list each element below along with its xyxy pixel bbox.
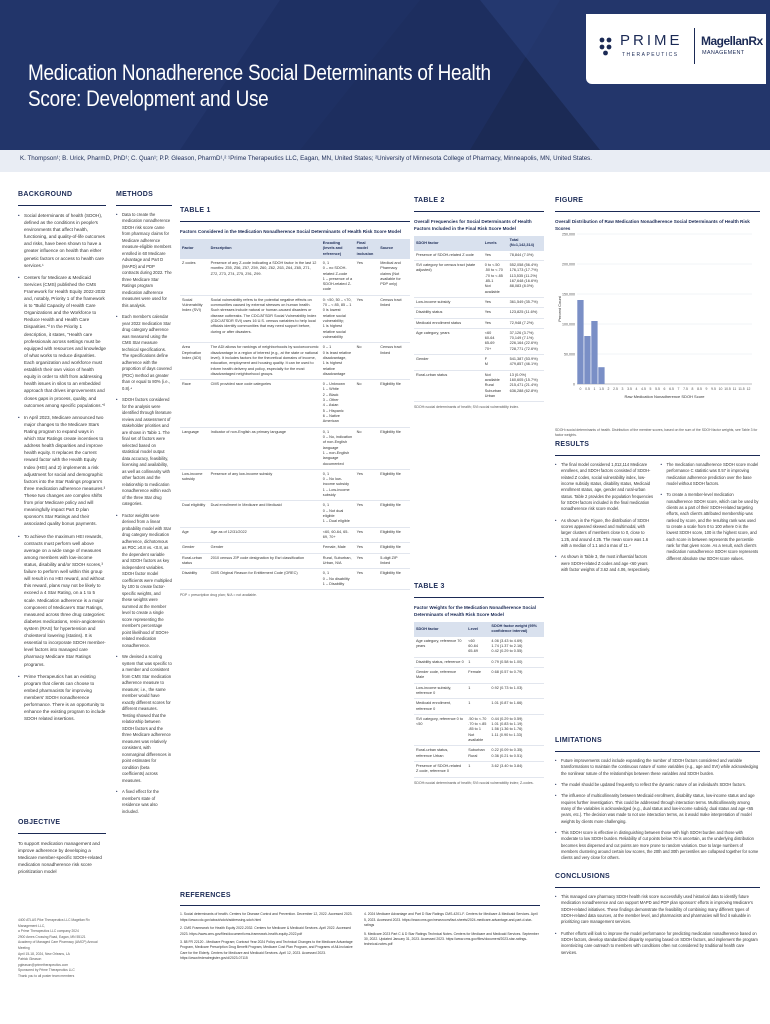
- column-objective: [18, 818, 106, 875]
- table1-cell: No: [355, 427, 379, 469]
- table1-cell: Rural-urban status: [180, 553, 209, 569]
- references-columns: [180, 912, 540, 962]
- table3-cell: Female: [466, 667, 489, 683]
- poster-title: Medication Nonadherence Social Determinants of Health Score: Development and Use: [28, 60, 491, 111]
- table1-cell: Yes: [355, 553, 379, 569]
- limitations-bullet: • Future improvements could include expanding the number of SDOH factors considered and variable transformations to maintain the continuous nature of some variables (e.g., age and SVI) while acknowledging the nonlinear nature of the relationships between these variables and SDOH burden.: [555, 758, 760, 777]
- x-tick-label: 11.5: [738, 387, 745, 391]
- footer-line: 2900 Ames Crossing Road, Eagan, MN 55121: [18, 934, 86, 939]
- table3-block: [414, 582, 544, 786]
- histogram-bar: [584, 336, 590, 384]
- figure-rule: [555, 211, 760, 212]
- x-tick-label: 5.5: [655, 387, 660, 391]
- footer-line: Patrick Gleason: [18, 957, 42, 962]
- table1: [180, 239, 410, 590]
- table3: [414, 622, 544, 778]
- table3-row: [414, 699, 544, 715]
- results-bullet: • To create a member-level medication nonadherence SDOH score, which can be used by clients as a part of their SDOH-related targeting efforts, each client's attributed membership was ranked by score, and the resulting rank was used to create a scale from 0 to 100 where 0 is the lowest SDOH score, 100 is the highest score, and each score in between represents the percentile rank for that given score. As a result, each client's medication nonadherence SDOH score represents different absolute raw SDOH score values.: [661, 492, 761, 562]
- table1-cell: Race: [180, 380, 209, 428]
- table1-note: PDP = prescription drug plan; N/A = not available.: [180, 593, 257, 598]
- objective-text: To support medication management and improve adherence by developing a Medicare member-specific SDOH-related medication nonadherence risk score prioritization model: [18, 840, 102, 875]
- table2-cell: 0 to <.50 .50 to <.70 .70 to <.85 .85-1 Not available: [483, 261, 508, 298]
- x-tick-label: 11: [732, 387, 737, 391]
- limitations-bullet: • This SDOH score is effective in distinguishing between those with high SDOH burden and those with moderate to low SDOH burden. Reliability of cut points below 70 is uncertain, as the underlying distribution becomes less dispersed and cut points are more prone to random variation. Due to large numbers of members clustering around certain low scores, the 20th and 30th percentiles are collapsed together for some clients and very close for others.: [555, 830, 760, 862]
- prime-logo-sub: THERAPEUTICS: [622, 52, 679, 58]
- methods-bullet: • SDOH factors considered for the analysis were identified through literature review and assessment of stakeholder priorities and are shown in Table 1. The final set of factors were selected based on statistical model output data accuracy, feasibility, licensing and availability, as well as collinearity with other factors and the relationship to medication nonadherence within each of the three Star drug categories.: [116, 397, 172, 508]
- table2-header-cell: SDOH factor: [414, 236, 483, 251]
- table2-row: [414, 318, 544, 328]
- table1-cell: Eligibility file: [378, 569, 410, 590]
- table1-cell: Gender: [180, 543, 209, 553]
- y-tick-label: 150,000: [562, 292, 575, 297]
- table2-cell: Gender: [414, 355, 483, 371]
- logo-area: [586, 14, 766, 84]
- histogram-svg: [555, 226, 760, 426]
- table2-row: [414, 251, 544, 261]
- x-tick-label: 9: [705, 387, 708, 391]
- logo-divider: [694, 28, 695, 64]
- table2-row: [414, 297, 544, 307]
- footer-line: April 15-18, 2024, New Orleans, LA: [18, 951, 70, 956]
- table1-caption: Factors Considered in the Medication Nonadherence Social Determinants of Health Risk Score Model: [180, 228, 402, 234]
- table2-row: [414, 328, 544, 354]
- y-tick-label: 0: [573, 382, 575, 387]
- table1-cell: Yes: [355, 527, 379, 543]
- table1-header-cell: Source: [378, 239, 410, 259]
- x-tick-label: 7: [677, 387, 680, 391]
- reference-item: 4. 2024 Medicare Advantage and Part D Star Ratings CMS-4201-F. Centers for Medicare & Medicaid Services. April 5, 2023. Accessed 2023. https://www.cms.gov/newsroom/fact-sheets/2024-medicare-advantage-and-part-d-star-ratings: [364, 912, 538, 928]
- table1-cell: Area Deprivation Index (ADI): [180, 343, 209, 380]
- table2-note: SDOH=social determinants of health; SVI=social vulnerability index.: [414, 405, 520, 410]
- limitations-bullet: • The influence of multicollinearity between Medicaid enrollment, disability status, low-income status and age requires further investigation. This could be addressed through interaction terms. Multicollinearity among many of the variables is acknowledged (e.g., dual status and low-income subsidy, dual status and age <65 years, etc.). The decision was made to not use interaction terms, as it would make interpretation of model weights by clients more challenging.: [555, 793, 760, 825]
- results-heading: RESULTS: [555, 441, 590, 448]
- table2-cell: Yes: [483, 318, 508, 328]
- table2-rule: [414, 211, 544, 212]
- histogram-bar: [598, 367, 604, 384]
- table3-cell: <60 60-64 65-69: [466, 637, 489, 657]
- conclusions-bullet: • This managed care pharmacy SDOH health risk score successfully used historical data to identify future medication nonadherence and can support MAPD and PDP plan sponsors' efforts in improving Medicare's SDOH-related initiatives. These findings demonstrate the feasibility of combining many different types of SDOH-related data sources, at the member level, and pharmacists and pharmacies will find it valuable in prioritizing care management services.: [555, 894, 760, 926]
- table1-cell: Social Vulnerability Index (SVI): [180, 295, 209, 343]
- table3-row: [414, 714, 544, 746]
- table1-cell: Yes: [355, 501, 379, 527]
- table2-row: [414, 355, 544, 371]
- table2-cell: SVI category for census tract (state adjusted): [414, 261, 483, 298]
- table1-rule: [180, 221, 410, 222]
- table3-row: [414, 657, 544, 667]
- x-tick-label: 0: [579, 387, 582, 391]
- table2-header-cell: Levels: [483, 236, 508, 251]
- results-bullet: • The final model considered 1,012,114 Medicare enrollees, and SDOH factors consisted of SDOH-related Z codes, social vulnerability index, low-income subsidy status, disability status, Medicaid enrollment status, age, gender and rural-urban status. Table 2 provides the population frequencies for SDOH factors included in the final medication nonadherence risk score model.: [555, 462, 655, 513]
- table3-cell: Suburban Rural: [466, 746, 489, 762]
- x-tick-label: 1.5: [599, 387, 604, 391]
- references-heading: REFERENCES: [180, 892, 231, 899]
- table1-header-cell: Final model inclusion: [355, 239, 379, 259]
- x-tick-label: 3.5: [627, 387, 632, 391]
- table3-row: [414, 667, 544, 683]
- table1-cell: Yes: [355, 543, 379, 553]
- table3-cell: 1: [466, 683, 489, 699]
- footer-line: pgleason@primetherapeutics.com: [18, 962, 69, 967]
- table1-cell: Medical and Pharmacy claims (Not available for PDP only): [378, 259, 410, 295]
- table1-cell: No: [355, 380, 379, 428]
- references-block: [180, 890, 540, 962]
- footer-line: Academy of Managed Care Pharmacy (AMCP) Annual Meeting: [18, 940, 98, 950]
- table1-cell: 0, 1 0 – Not dual eligible 1 – Dual eligible: [321, 501, 355, 527]
- table2-cell: 361,549 (35.7%): [508, 297, 544, 307]
- limitations-block: [555, 736, 760, 867]
- table1-cell: Yes: [355, 295, 379, 343]
- table3-cell: Medicaid enrollment, reference 0: [414, 699, 466, 715]
- reference-item: 5. Medicare 2023 Part C & D Star Ratings Technical Notes. Centers for Medicare and Medicaid Services. September 30, 2022. Updated January 31, 2023. Accessed 2023. https://www.cms.gov/files/document/2023-star-ratings-technical-notes.pdf: [364, 931, 539, 947]
- table1-row: [180, 295, 410, 343]
- results-left: [555, 462, 655, 579]
- x-tick-label: 2.5: [613, 387, 618, 391]
- table2-cell: 78,844 (7.0%): [508, 251, 544, 261]
- figure-caption: Overall Distribution of Raw Medication Nonadherence Social Determinants of Health Risk Scores: [555, 218, 750, 231]
- table1-row: [180, 543, 410, 553]
- table1-row: [180, 343, 410, 380]
- table1-cell: Dual enrollment in Medicare and Medicaid: [209, 501, 321, 527]
- background-heading: BACKGROUND: [18, 191, 73, 198]
- x-tick-label: 12: [746, 387, 751, 391]
- x-tick-label: 7.5: [683, 387, 688, 391]
- limitations-rule: [555, 751, 760, 752]
- table2-cell: Yes: [483, 308, 508, 318]
- table1-cell: 0 – Unknown 1 – White 2 – Black 3 – Other 4 – Asian 5 – Hispanic 6 – Native American: [321, 380, 355, 428]
- table2-cell: 552,058 (56.4%) 176,173 (17.7%) 113,535 (11.2%) 167,648 (16.6%) 88,083 (8.0%): [508, 261, 544, 298]
- histogram-chart: [555, 226, 760, 440]
- table3-header-cell: Level: [466, 622, 489, 637]
- table3-cell: SVI category, reference 0 to <50: [414, 714, 466, 746]
- table1-cell: Eligibility file: [378, 527, 410, 543]
- objective-heading: OBJECTIVE: [18, 819, 61, 826]
- x-tick-label: 1: [593, 387, 596, 391]
- table3-caption: Factor Weights for the Medication Nonadherence Social Determinants of Health Risk Score Model: [414, 604, 536, 617]
- x-tick-label: 4.5: [641, 387, 646, 391]
- prime-logo-icon: [586, 14, 766, 84]
- x-axis-label: Raw Medication Nonadherence SDOH Score: [624, 394, 705, 399]
- prime-logo-text: PRIME: [620, 32, 683, 49]
- background-bullet: • Centers for Medicare & Medicaid Services (CMS) published the CMS Framework for Health Equity 2022-2032 and, notably, Priority 1 of the framework is to "Build Capacity of Health Care Organizations and the Workforce to Reduce Health and Health Care Disparities."² In the Priority 1 description, it states, "Health care professionals across settings must be equipped with resources and knowledge of what works to reduce disparities. Each organization and workforce must establish their own vision of health equity in order to shift from addressing health issues in silos to an embedded approach that drives improvements and closes gaps in process, quality, and outcomes among specific populations."²: [18, 274, 106, 409]
- table3-cell: 0.22 (0.09 to 0.35) 0.36 (0.21 to 0.51): [489, 746, 544, 762]
- y-axis-label: Percent Count: [557, 296, 562, 322]
- table1-cell: Rural, Suburban, Urban, N/A: [321, 553, 355, 569]
- table3-cell: 4.06 (3.43 to 4.69) 1.74 (1.37 to 2.16) 0.42 (0.29 to 0.55): [489, 637, 544, 657]
- table2-cell: 37,126 (3.7%) 70,149 (7.1%) 226,164 (22.6%) 728,771 (72.6%): [508, 328, 544, 354]
- results-bullet: • As shown in the Figure, the distribution of SDOH scores appeared skewed and multimodal, with larger clusters of members close to 0, close to 1.25, and around 4.25. The mean score was 1.6 with a median of 1.1 and a max of 11.⁴: [555, 518, 655, 550]
- reference-item: 2. CMS Framework for Health Equity 2022-2032. Centers for Medicare & Medicaid Services. April 2022. Accessed 2023. https://www.cms.gov/files/document/cms-framework-health-equity-2022.pdf: [180, 926, 351, 936]
- table2-cell: Low-income subsidy: [414, 297, 483, 307]
- table3-cell: 1: [466, 762, 489, 778]
- methods-rule: [116, 205, 172, 206]
- table1-cell: No: [355, 343, 379, 380]
- table2-block: [414, 190, 544, 411]
- table1-cell: Age as of 12/31/2022: [209, 527, 321, 543]
- y-tick-label: 100,000: [562, 322, 575, 327]
- x-tick-label: 8.5: [697, 387, 702, 391]
- table1-cell: 2010 census ZIP code designation by Esri classification: [209, 553, 321, 569]
- table1-block: [180, 190, 410, 599]
- table3-cell: 0.44 (0.29 to 0.59) 1.01 (0.83 to 1.19) 1.56 (1.36 to 1.76) 1.11 (0.90 to 1.33): [489, 714, 544, 746]
- table1-cell: Census tract linked: [378, 343, 410, 380]
- table1-row: [180, 501, 410, 527]
- methods-bullet: • Data to create the medication nonadherence SDOH risk score came from pharmacy claims for Medicare adherence measure-eligible members enrolled in 60 Medicare Advantage and Part D (MAPD) and PDP contracts during 2022. The three Medicare Star Ratings program medication adherence measures were used for this analysis.: [116, 212, 172, 310]
- poster-header: [0, 0, 770, 150]
- table1-cell: The ADI allows for rankings of neighborhoods by socioeconomic disadvantage in a region of interest (e.g., at the state or national level). It includes factors for the theoretical domains of income, education, employment and housing quality. It can be used to inform health delivery and policy, especially for the most disadvantaged neighborhood groups.: [209, 343, 321, 380]
- y-tick-label: 250,000: [562, 232, 575, 237]
- table3-cell: Age category, reference 70 years: [414, 637, 466, 657]
- x-tick-label: 8: [691, 387, 694, 391]
- methods-heading: METHODS: [116, 191, 154, 198]
- x-tick-label: 2: [607, 387, 610, 391]
- magellan-logo-text: MagellanRx: [701, 34, 763, 48]
- table3-row: [414, 683, 544, 699]
- methods-bullet: • A fixed effect for the member's state of residence was also included.: [116, 789, 172, 815]
- table1-cell: CMS provided race code categories: [209, 380, 321, 428]
- results-columns: [555, 462, 760, 579]
- table2-cell: Yes: [483, 251, 508, 261]
- table1-heading: TABLE 1: [180, 207, 211, 214]
- table2-cell: 13 (0.0%) 160,605 (15.7%) 215,471 (21.4%) 636,288 (62.8%): [508, 370, 544, 402]
- table1-row: [180, 469, 410, 501]
- table1-cell: Eligibility file: [378, 543, 410, 553]
- results-bullet: • The medication nonadherence SDOH score model performance C statistic was 0.57 in improving medication adherence prediction over the base model without SDOH factors.: [661, 462, 761, 487]
- table3-row: [414, 746, 544, 762]
- table3-cell: Low-income subsidy, reference 0: [414, 683, 466, 699]
- table1-cell: 0, 1 0 – No low-income subsidy 1 – Low-income subsidy: [321, 469, 355, 501]
- x-tick-label: 4: [635, 387, 638, 391]
- reference-item: 3. 88 FR 22120 - Medicare Program; Contract Year 2024 Policy and Technical Changes to the Medicare Advantage Program, Medicare Prescription Drug Benefit Program, Medicare Cost Plan Program, and Programs of All-Inclusive Care for the Elderly. Centers for Medicare and Medicaid Services. April 12, 2023. Accessed 2023. https://www.federalregister.gov/d/2023-07115: [180, 939, 353, 961]
- table1-cell: 0, 1 0 – no SDOH-related Z-code 1 – presence of a SDOH-related Z-code: [321, 259, 355, 295]
- references-rule: [180, 905, 540, 906]
- background-bullet: • Prime Therapeutics has an existing program that clients can choose to embed pharmacists for improving members' SDOH nonadherence performance. There is an opportunity to enhance the existing program to include SDOH related insertions.: [18, 673, 106, 723]
- table2-cell: Not available Rural Suburban Urban: [483, 370, 508, 402]
- results-bullet: • As shown in Table 3, the most influential factors were SDOH-related Z codes and age <60 years with factor weights of 3.62 and 4.06, respectively.: [555, 554, 655, 573]
- table3-cell: 0.68 (0.57 to 0.79): [489, 667, 544, 683]
- table2-cell: F M: [483, 355, 508, 371]
- table1-cell: 0, 1 0 – No disability 1 – Disability: [321, 569, 355, 590]
- table1-cell: Census tract linked: [378, 295, 410, 343]
- table2-heading: TABLE 2: [414, 197, 445, 204]
- table3-cell: .50 to <.70 .70 to <.85 .85 to 1 Not available: [466, 714, 489, 746]
- table1-cell: Social vulnerability refers to the potential negative effects on communities caused by external stresses on human health. Such stresses include natural or human-caused disasters or disease outbreaks. The CDC/ATSDR Social Vulnerability Index (CDC/ATSDR SVI) uses 16 U.S. census variables to help local officials identify communities that may need support before, during or after disasters.: [209, 295, 321, 343]
- table1-cell: Yes: [355, 469, 379, 501]
- table1-cell: 0 – 1 0 is least relative disadvantage, 1 is highest relative disadvantage: [321, 343, 355, 380]
- magellan-logo-sub: MANAGEMENT: [702, 50, 745, 56]
- methods-bullet: • Factor weights were derived from a linear probability model with Star drug category medication adherence, dichotomous as PDC ≥0.8 vs. <0.8, as the dependent variable and SDOH factors as key independent variables. SDOH factor model coefficients were multiplied by 100 to create factor-specific weights, and these weights were summed at the member level to create a single score representing the member's percentage point likelihood of SDOH-related medication nonadherence.: [116, 513, 172, 650]
- reference-item: 1. Social determinants of health. Centers for Disease Control and Prevention. December 12, 2022. Accessed 2023. https://www.cdc.gov/about/sdoh/addressing-sdoh.html: [180, 912, 353, 922]
- background-rule: [18, 205, 106, 206]
- table2-cell: 72,948 (7.2%): [508, 318, 544, 328]
- table3-header-cell: SDOH factor weight (95% confidence interval): [489, 622, 544, 637]
- table3-cell: Gender code, reference Male: [414, 667, 466, 683]
- footer-left: [18, 918, 106, 980]
- table2-row: [414, 370, 544, 402]
- background-bullet: • To achieve the maximum HEI rewards, contracts must perform well above average on a wide range of measures among members with low-income status, disability and/or SDOH scores,³ failure to perform well within this group will result in no HEI reward, and without this reward, plans may not be likely to exceed a 4 Star Rating, on a 1 to 5 scale. Medication adherence is a major component of Medicare's Star Ratings, measured across three drug categories: diabetes medications, renin-angiotensin system (RAS) for hypertension and cholesterol lowering (statins). It is essential to incorporate SDOH member-level factors into managed care pharmacy Medicare Star Ratings programs.: [18, 533, 106, 668]
- x-tick-label: 6.5: [669, 387, 674, 391]
- table2-cell: 541,387 (53.9%) 479,857 (46.1%): [508, 355, 544, 371]
- y-tick-label: 50,000: [564, 352, 575, 357]
- x-tick-label: 10.5: [724, 387, 731, 391]
- table3-row: [414, 762, 544, 778]
- methods-bullet: • Each member's calendar year 2022 medication Star drug category adherence was measured using the CMS Star measure technical specifications. The specifications define adherence with the proportion of days covered (PDC) method as greater than or equal to 80% (i.e., 0.8).⁴: [116, 314, 172, 392]
- x-tick-label: 3: [621, 387, 624, 391]
- table1-cell: Presence of any Z-code indicating a SDOH factor in the last 12 months: Z55, Z56, Z57, Z59, Z60, Z62, Z63, Z64, Z65, Z71, Z72, Z73, Z74, Z75, Z91, Z99.: [209, 259, 321, 295]
- table3-note: SDOH=social determinants of health; SVI=social vulnerability index; Z-codes.: [414, 780, 534, 785]
- table1-cell: Eligibility file: [378, 427, 410, 469]
- table2-cell: Disability status: [414, 308, 483, 318]
- methods-bullet: • We devised a scoring system that was specific to a member and consistent from CMS Star medication adherence measure to measure; i.e., the same member would have exactly different scores for different measures. Testing showed that the relationship between SDOH factors and the three Medicare adherence measures was relatively consistent, with nonmarginal differences in point estimates for condition (beta coefficients) across measures.: [116, 654, 172, 784]
- table2-header-cell: Total (N=1,142,314): [508, 236, 544, 251]
- table2-cell: Age category, years: [414, 328, 483, 354]
- table1-header-cell: Description: [209, 239, 321, 259]
- table3-cell: 1: [466, 657, 489, 667]
- x-tick-label: 5: [649, 387, 652, 391]
- objective-rule: [18, 833, 106, 834]
- figure-heading: FIGURE: [555, 197, 584, 204]
- figure-note: SDOH=social determinants of health. Distribution of the member scores, based on the sum of the SDOH factor weights, see Table 3 for factor weights.: [555, 428, 758, 438]
- table2-caption: Overall Frequencies for Social Determinants of Health Factors Included in the Final Risk Score Model: [414, 218, 532, 231]
- table2-cell: Yes: [483, 297, 508, 307]
- x-tick-label: 0.5: [585, 387, 590, 391]
- conclusions-block: [555, 872, 760, 961]
- table3-cell: 1: [466, 699, 489, 715]
- table1-cell: <60, 60-64, 65-69, 70+: [321, 527, 355, 543]
- conclusions-heading: CONCLUSIONS: [555, 873, 611, 880]
- table1-cell: Gender: [209, 543, 321, 553]
- table1-row: [180, 259, 410, 295]
- table1-cell: Low-income subsidy: [180, 469, 209, 501]
- table2-cell: <60 60-64 65-69 70+: [483, 328, 508, 354]
- table1-cell: Age: [180, 527, 209, 543]
- references-right: [364, 912, 540, 962]
- table1-row: [180, 527, 410, 543]
- table1-cell: Disability: [180, 569, 209, 590]
- table1-cell: Female, Male: [321, 543, 355, 553]
- table2-cell: 123,825 (11.6%): [508, 308, 544, 318]
- table1-cell: Z codes: [180, 259, 209, 295]
- table2-cell: Presence of SDOH-related Z code: [414, 251, 483, 261]
- table2-cell: Rural-urban status: [414, 370, 483, 402]
- table1-cell: Language: [180, 427, 209, 469]
- table1-cell: 0: <50, 50 – <70, 70 – < 85, 85 – 1 0 is lowest relative social vulnerability; 1 is highest relative social vulnerability: [321, 295, 355, 343]
- table1-cell: Yes: [355, 569, 379, 590]
- table1-header-cell: Factor: [180, 239, 209, 259]
- table1-cell: Eligibility file: [378, 469, 410, 501]
- histogram-bar: [591, 321, 597, 384]
- x-tick-label: 6: [663, 387, 666, 391]
- table1-cell: Yes: [355, 259, 379, 295]
- table3-heading: TABLE 3: [414, 583, 445, 590]
- table3-row: [414, 637, 544, 657]
- table3-cell: Rural-urban status, reference Urban: [414, 746, 466, 762]
- table1-cell: Indicator of non-English as primary language: [209, 427, 321, 469]
- table1-cell: Eligibility file: [378, 380, 410, 428]
- table2: [414, 236, 544, 402]
- background-bullet: • In April 2023, Medicare announced two major changes to the Medicare Stars Rating program to expand ways in which Star Ratings create incentives to address health disparities and improve health equity. It replaces the current reward factor with the Health Equity Index (HEI) and 2) implements a risk adjustment for social and demographic factors into the Star Ratings program's three medication adherence measures.³ These two changes are complex shifts from prior Medicare policy and will meaningfully impact Part D plan sponsor's Star Ratings and their associated quality bonus payments.: [18, 414, 106, 528]
- table3-cell: Presence of SDOH-related Z code, reference 0: [414, 762, 466, 778]
- table3-cell: 0.92 (0.73 to 1.03): [489, 683, 544, 699]
- table1-cell: CMS Original Reason for Entitlement Code (OREC): [209, 569, 321, 590]
- table3-cell: 0.79 (0.58 to 1.00): [489, 657, 544, 667]
- results-rule: [555, 455, 760, 456]
- table1-header-cell: Encoding (levels and reference): [321, 239, 355, 259]
- footer-line: Sponsored by Prime Therapeutics LLC: [18, 968, 75, 973]
- table1-cell: Dual eligibility: [180, 501, 209, 527]
- background-bullet: • Social determinants of health (SDOH), defined as the conditions in people's environments that affect health, functioning, and quality-of-life outcomes and risks, have been shown to have a greater influence on health than either genetic factors or access to health care services.¹: [18, 212, 106, 269]
- table3-header-cell: SDOH factor: [414, 622, 466, 637]
- table1-cell: 0, 1 0 – No, indication of non-English language 1 – non-English language documented: [321, 427, 355, 469]
- results-block: [555, 440, 760, 578]
- table3-cell: 1.01 (0.87 to 1.66): [489, 699, 544, 715]
- x-tick-label: 10: [718, 387, 723, 391]
- x-tick-label: 9.5: [711, 387, 716, 391]
- author-line: K. Thompson¹; B. Urick, PharmD, PhD¹; C. Quan¹; P.P. Gleason, PharmD¹,² ¹Prime Therapeutics LLC, Eagan, MN, United States; ²University of Minnesota College of Pharmacy, Minneapolis, MN, United States.: [0, 150, 770, 172]
- conclusions-rule: [555, 887, 760, 888]
- limitations-heading: LIMITATIONS: [555, 737, 602, 744]
- table1-row: [180, 380, 410, 428]
- table1-cell: 5-digit ZIP linked: [378, 553, 410, 569]
- y-tick-label: 200,000: [562, 262, 575, 267]
- table2-row: [414, 261, 544, 298]
- table2-cell: Medicaid enrollment status: [414, 318, 483, 328]
- references-left: [180, 912, 356, 962]
- footer-line: Thank you to all poster team members: [18, 973, 75, 978]
- table1-row: [180, 553, 410, 569]
- table3-rule: [414, 597, 544, 598]
- footer-line: 4400 ATLAS Pike Therapeutics LLC Magellan Rx Management LLC,: [18, 918, 90, 928]
- table2-row: [414, 308, 544, 318]
- table3-cell: Disability status, reference 0: [414, 657, 466, 667]
- table1-row: [180, 569, 410, 590]
- conclusions-bullet: • Further efforts will look to improve the model performance for predicting medication nonadherence based on SDOH factors, develop standardized disparity reporting based on SDOH factors, and implement the program incentivizing care outreach to members with conditions often not considered by traditional health care services.: [555, 931, 760, 956]
- column-background: [18, 190, 106, 727]
- results-right: [661, 462, 761, 579]
- limitations-bullet: • The model should be updated frequently to reflect the dynamic nature of an individual's SDOH factors.: [555, 782, 760, 788]
- histogram-bar: [577, 300, 583, 384]
- column-methods: [116, 190, 172, 820]
- footer-line: a Prime Therapeutics LLC company 2024: [18, 929, 79, 934]
- table1-row: [180, 427, 410, 469]
- table1-cell: Eligibility file: [378, 501, 410, 527]
- table3-cell: 3.62 (3.40 to 3.84): [489, 762, 544, 778]
- table1-cell: Presence of any low-income subsidy: [209, 469, 321, 501]
